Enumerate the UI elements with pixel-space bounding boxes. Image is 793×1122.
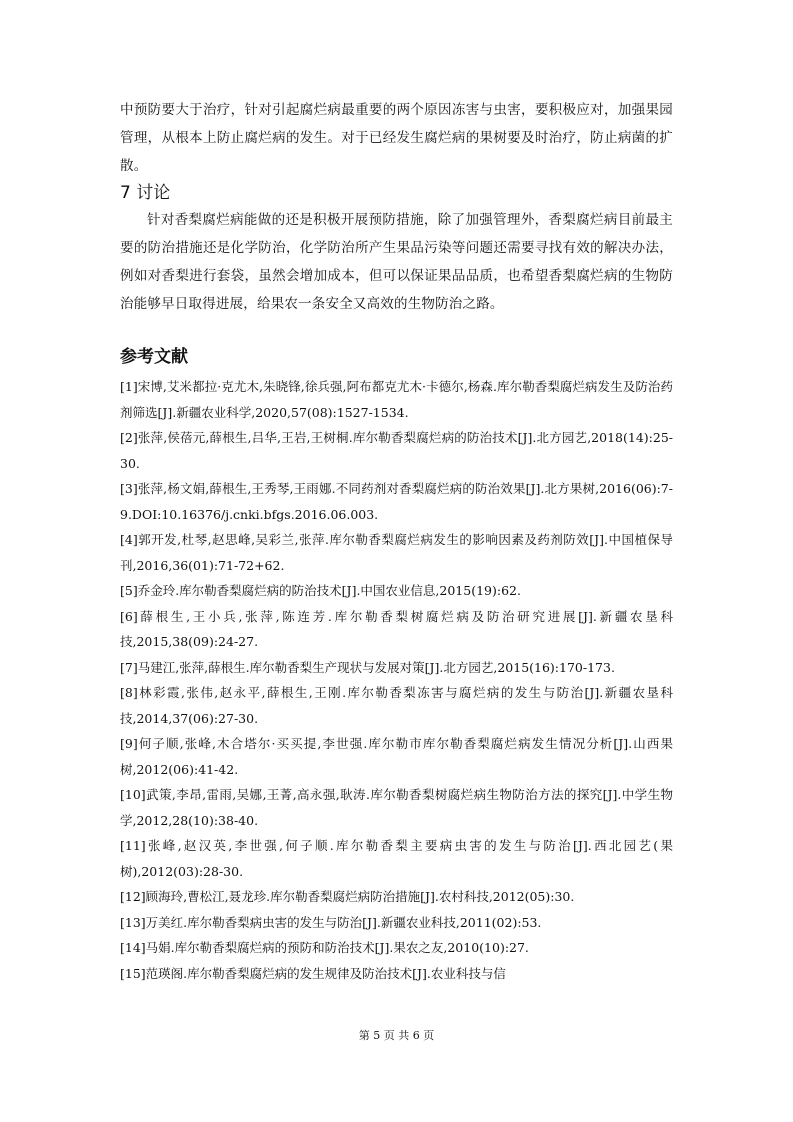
reference-item: [8]林彩霞,张伟,赵永平,薛根生,王刚.库尔勒香梨冻害与腐烂病的发生与防治[J].新疆农垦科技,2014,37(06):27-30.	[120, 685, 673, 726]
reference-item: [7]马建江,张萍,薛根生.库尔勒香梨生产现状与发展对策[J].北方园艺,2015(16):170-173.	[120, 659, 615, 675]
reference-item: [4]郭开发,杜琴,赵思峰,吴彩兰,张萍.库尔勒香梨腐烂病发生的影响因素及药剂防效[J].中国植保导刊,2016,36(01):71-72+62.	[120, 532, 673, 573]
reference-item: [5]乔金玲.库尔勒香梨腐烂病的防治技术[J].中国农业信息,2015(19):62.	[120, 583, 521, 598]
reference-item: [11]张峰,赵汉英,李世强,何子顺.库尔勒香梨主要病虫害的发生与防治[J].西北园艺(果树),2012(03):28-30.	[120, 838, 673, 879]
reference-item: [13]万美红.库尔勒香梨病虫害的发生与防治[J].新疆农业科技,2011(02):53.	[120, 914, 542, 930]
reference-item: [2]张萍,侯蓓元,薛根生,吕华,王岩,王树桐.库尔勒香梨腐烂病的防治技术[J].北方园艺,2018(14):25-30.	[120, 430, 673, 471]
reference-item: [3]张萍,杨文娟,薛根生,王秀琴,王雨娜.不同药剂对香梨腐烂病的防治效果[J].北方果树,2016(06):7-9.DOI:10.16376/j.cnki.bfgs.2016.06.003.	[120, 481, 673, 522]
reference-list	[120, 374, 673, 986]
intro-paragraph: 中预防要大于治疗，针对引起腐烂病最重要的两个原因冻害与虫害，要积极应对，加强果园管理，从根本上防止腐烂病的发生。对于已经发生腐烂病的果树要及时治疗，防止病菌的扩散。	[120, 102, 673, 174]
reference-item: [15]范瑛阁.库尔勒香梨腐烂病的发生规律及防治技术[J].农业科技与信	[120, 965, 506, 981]
page-number-footer: 第 5 页 共 6 页	[358, 1029, 435, 1042]
reference-item: [12]顾海玲,曹松江,聂龙珍.库尔勒香梨腐烂病防治措施[J].农村科技,2012(05):30.	[120, 889, 575, 904]
references-heading: 参考文献	[120, 347, 188, 367]
reference-item: [9]何子顺,张峰,木合塔尔·买买提,李世强.库尔勒市库尔勒香梨腐烂病发生情况分析[J].山西果树,2012(06):41-42.	[120, 736, 673, 777]
discussion-paragraph: 针对香梨腐烂病能做的还是积极开展预防措施，除了加强管理外，香梨腐烂病目前最主要的防治措施还是化学防治，化学防治所产生果品污染等问题还需要寻找有效的解决办法，例如对香梨进行套袋，虽然会增加成本，但可以保证果品品质，也希望香梨腐烂病的生物防治能够早日取得进展，给果农一条安全又高效的生物防治之路。	[120, 212, 673, 312]
section-heading-discussion: 7 讨论	[120, 183, 171, 203]
reference-item: [14]马娟.库尔勒香梨腐烂病的预防和防治技术[J].果农之友,2010(10):27.	[120, 940, 529, 955]
reference-item: [1]宋博,艾米都拉·克尤木,朱晓锋,徐兵强,阿布都克尤木·卡德尔,杨森.库尔勒香梨腐烂病发生及防治药剂筛选[J].新疆农业科学,2020,57(08):1527-1534.	[120, 379, 673, 420]
page-content	[120, 96, 673, 986]
reference-item: [6]薛根生,王小兵,张萍,陈连芳.库尔勒香梨树腐烂病及防治研究进展[J].新疆农垦科技,2015,38(09):24-27.	[120, 608, 673, 649]
reference-item: [10]武策,李昂,雷雨,吴娜,王菁,高永强,耿涛.库尔勒香梨树腐烂病生物防治方法的探究[J].中学生物学,2012,28(10):38-40.	[120, 787, 673, 828]
